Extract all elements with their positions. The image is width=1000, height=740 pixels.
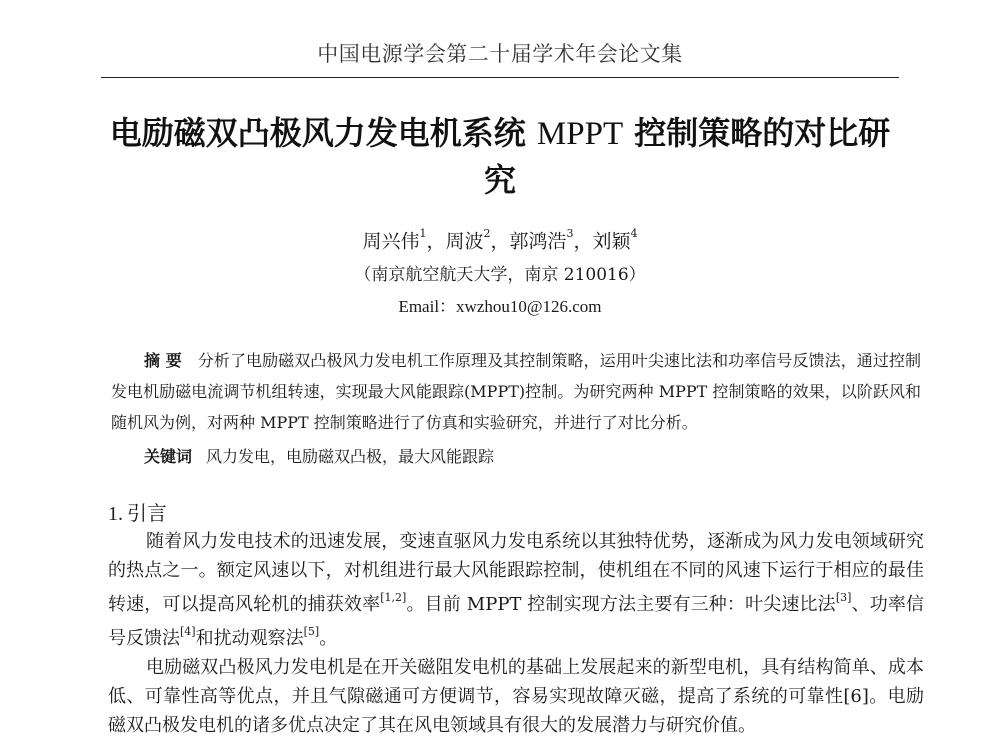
author-affiliation-mark: 2 (483, 227, 491, 240)
header-rule (101, 77, 899, 78)
paragraph-text: 。 (319, 628, 338, 649)
author-separator: ， (573, 230, 593, 253)
title-part-1: 电励磁双凸极风力发电机系统 (109, 114, 537, 152)
paragraph-text: 、功率信号反馈法 (108, 594, 925, 649)
citation: [5] (303, 625, 320, 638)
title-latin: MPPT (536, 116, 624, 152)
paragraph-text: 随着风力发电技术的迅速发展，变速直驱风力发电系统以其独特优势，逐渐成为风力发电领域研究的热点之一。额定风速以下，对机组进行最大风能跟踪控制，使机组在不同的风速下运行于相应的最佳转速，可以提高风轮机的捕获效率 (108, 531, 924, 615)
paper-title (100, 110, 900, 203)
paragraph: 电励磁双凸极风力发电机是在开关磁阻发电机的基础上发展起来的新型电机，具有结构简单、成本低、可靠性高等优点，并且气隙磁通可方便调节，容易实现故障灭磁，提高了系统的可靠性[6]。电励磁双凸极发电机的诸多优点决定了其在风电领域具有很大的发展潜力与研究价值。 (108, 657, 924, 736)
author-name: 刘颖 (592, 230, 631, 253)
keywords (111, 442, 921, 472)
abstract-label: 摘 要 (144, 351, 182, 370)
section-heading (108, 498, 167, 529)
citation: [4] (180, 625, 196, 638)
author-name: 周兴伟 (362, 230, 420, 253)
paragraph (108, 527, 924, 653)
paragraph-text: 。目前 MPPT 控制实现方法主要有三种：叶尖速比法 (406, 594, 836, 615)
author-email: Email：xwzhou10@126.com (398, 297, 602, 316)
author-list (0, 222, 1000, 256)
author-separator: ， (490, 230, 510, 253)
author-name: 周波 (445, 230, 484, 253)
keywords-label: 关键词 (144, 447, 193, 466)
author-separator: ， (426, 230, 446, 253)
author-name: 郭鸿浩 (509, 230, 567, 253)
author-affiliation-mark: 1 (419, 227, 427, 240)
section-title: 引言 (127, 501, 167, 525)
keywords-text: 风力发电，电励磁双凸极，最大风能跟踪 (206, 447, 495, 466)
abstract-text: 分析了电励磁双凸极风力发电机工作原理及其控制策略，运用叶尖速比法和功率信号反馈法，通过控制发电机励磁电流调节机组转速，实现最大风能跟踪(MPPT)控制。为研究两种 MPPT 控制策略的效果，以阶跃风和随机风为例，对两种 MPPT 控制策略进行了仿真和实验研究，并进行了对比分析。 (111, 351, 921, 432)
citation: [1,2] (380, 591, 407, 604)
title-part-2: 控制策略的对比研究 (483, 114, 891, 199)
paragraph-text: 和扰动观察法 (195, 628, 304, 649)
section-body (108, 527, 924, 740)
citation: [3] (835, 591, 852, 604)
running-header: 中国电源学会第二十届学术年会论文集 (317, 42, 683, 66)
abstract (111, 345, 921, 438)
section-number: 1. (108, 503, 123, 525)
author-affiliation-mark: 3 (566, 227, 574, 240)
affiliation: （南京航空航天大学，南京 210016） (354, 265, 646, 285)
author-affiliation-mark: 4 (630, 227, 638, 240)
